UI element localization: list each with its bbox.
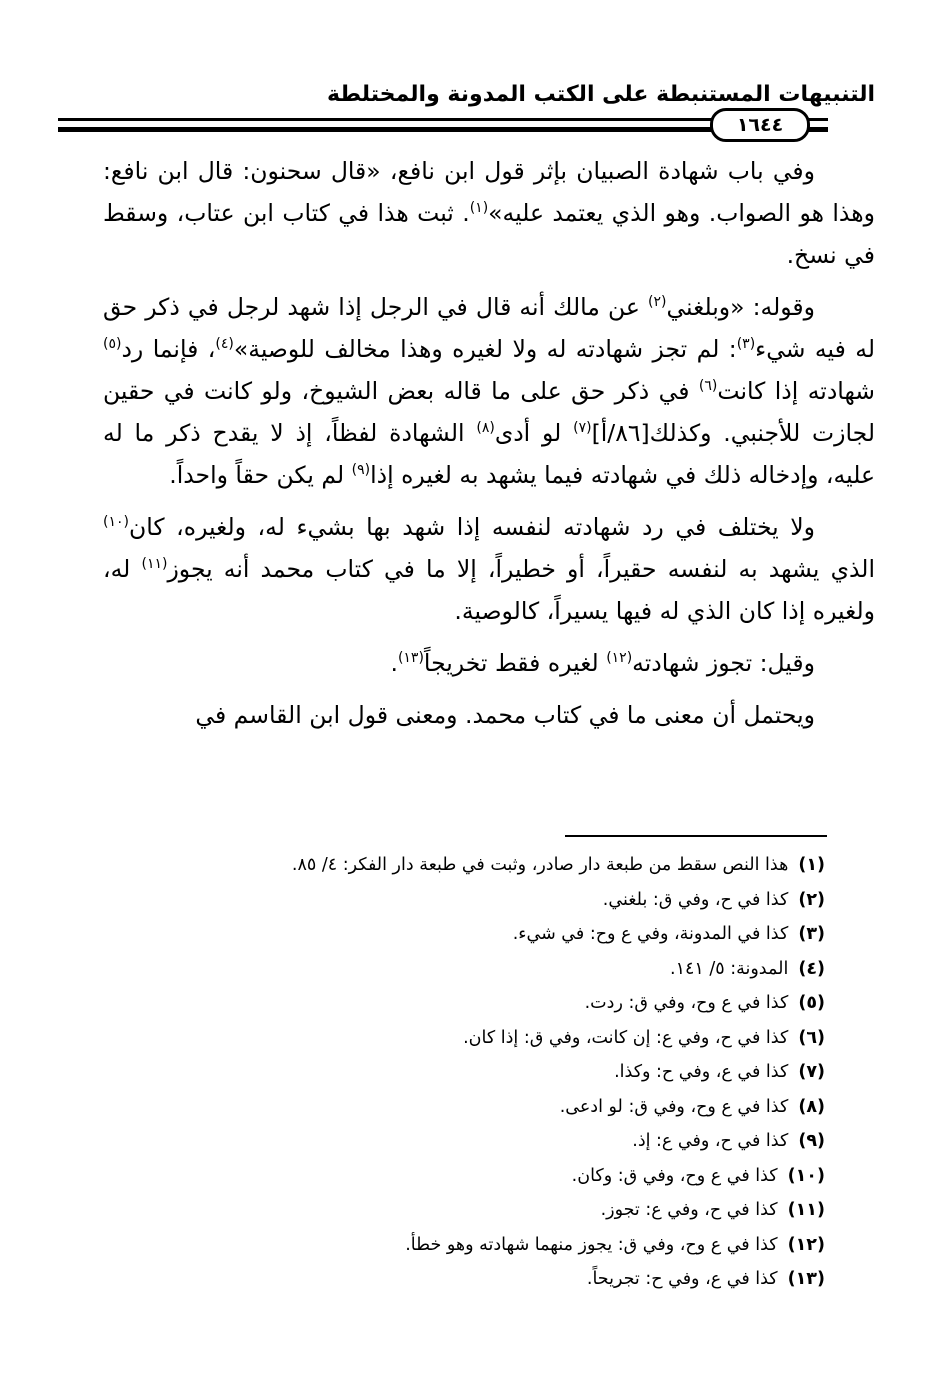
footnote-marker: (٦) xyxy=(698,378,718,395)
footnote-text: كذا في ع وح، وفي ق: وكان. xyxy=(571,1165,778,1186)
footnote-number: (١٠) xyxy=(787,1165,825,1186)
footnote-number: (٣) xyxy=(798,924,825,944)
footnote-text: كذا في المدونة، وفي ع وح: في شيء. xyxy=(512,924,789,944)
text-run: في ذكر حق على ما قاله بعض الشيوخ، ولو كانت في حقين لجازت للأجنبي. وكذلك[٨٦/أ] xyxy=(103,377,875,447)
main-text xyxy=(103,150,875,736)
footnote-marker: (١) xyxy=(469,200,489,217)
footnote-text: كذا في ح، وفي ع: إن كانت، وفي ق: إذا كان. xyxy=(463,1027,789,1048)
text-run: الذي يشهد به لنفسه حقيراً، أو خطيراً، إلا ما في كتاب محمد أنه يجوز xyxy=(167,555,875,583)
running-title: التنبيهات المستنبطة على الكتب المدونة والمختلطة xyxy=(326,82,875,107)
footnotes xyxy=(125,848,825,1297)
footnote-number: (٧) xyxy=(798,1062,825,1082)
footnote-text: كذا في ع، وفي ح: وكذا. xyxy=(614,1062,789,1082)
footnote-marker: (١٢) xyxy=(606,650,633,667)
text-run: له، ولغيره إذا كان الذي له فيها يسيراً، كالوصية. xyxy=(103,555,875,625)
footnote-number: (٥) xyxy=(798,993,825,1013)
paragraph xyxy=(103,694,875,736)
footnote-item xyxy=(125,1090,825,1125)
text-run: ولا يختلف في رد شهادته لنفسه إذا شهد بها بشيء له، ولغيره، كان xyxy=(128,513,815,541)
footnote-text: كذا في ع وح، وفي ق: ردت. xyxy=(584,993,789,1013)
footnote-item xyxy=(125,883,825,918)
footnote-number: (٨) xyxy=(798,1096,825,1117)
footnote-number: (٦) xyxy=(798,1027,825,1048)
footnote-item xyxy=(125,1193,825,1228)
footnote-marker: (١١) xyxy=(141,556,168,573)
footnote-text: كذا في ع وح، وفي ق: لو ادعى. xyxy=(559,1096,789,1117)
paragraph xyxy=(103,286,875,496)
footnote-text: كذا في ح، وفي ع: تجوز. xyxy=(600,1200,778,1220)
footnote-number: (١) xyxy=(798,855,825,875)
footnote-item xyxy=(125,1159,825,1194)
text-run: : لم تجز شهادته له ولا لغيره وهذا مخالف للوصية» xyxy=(233,335,737,363)
text-run: لو أدى xyxy=(494,419,574,447)
paragraph xyxy=(103,150,875,276)
footnote-item xyxy=(125,1021,825,1056)
footnote-text: المدونة: ٥/ ١٤١. xyxy=(669,958,789,979)
text-run: . xyxy=(390,649,398,677)
text-run: . ثبت هذا في كتاب ابن عتاب، وسقط في نسخ. xyxy=(103,199,875,269)
text-run: لغيره فقط تخريجاً xyxy=(423,649,607,677)
footnote-number: (٢) xyxy=(798,889,825,910)
footnote-marker: (٣) xyxy=(736,336,756,353)
footnote-number: (١٣) xyxy=(787,1269,825,1289)
footnote-number: (٩) xyxy=(798,1131,825,1151)
footnote-marker: (٤) xyxy=(215,336,234,353)
footnote-item xyxy=(125,1055,825,1090)
footnote-separator xyxy=(565,835,827,837)
text-run: ، فإنما رد xyxy=(121,335,216,363)
paragraph xyxy=(103,506,875,632)
footnote-item xyxy=(125,986,825,1021)
footnote-item xyxy=(125,848,825,883)
footnote-marker: (٥) xyxy=(103,336,122,353)
text-run: وقيل: تجوز شهادته xyxy=(632,649,815,677)
text-run: الشهادة لفظاً، إذ لا يقدح ذكر ما له عليه، وإدخاله ذلك في شهادته فيما يشهد به لغيره إذا xyxy=(103,419,875,489)
footnote-marker: (٨) xyxy=(476,420,495,437)
footnote-text: كذا في ح، وفي ق: بلغني. xyxy=(602,889,789,910)
footnote-marker: (٩) xyxy=(351,462,371,479)
footnote-marker: (٧) xyxy=(573,420,592,437)
text-run: وفي باب شهادة الصبيان بإثر قول ابن نافع، «قال سحنون: قال ابن نافع: وهذا هو الصواب. وهو الذي يعتمد عليه» xyxy=(103,157,875,227)
footnote-marker: (١٠) xyxy=(103,514,129,531)
text-run: وقوله: «وبلغني xyxy=(666,293,815,321)
footnote-marker: (٢) xyxy=(647,294,667,311)
footnote-number: (٤) xyxy=(798,958,825,979)
footnote-text: هذا النص سقط من طبعة دار صادر، وثبت في طبعة دار الفكر: ٤/ ٨٥. xyxy=(291,855,789,875)
footnote-item xyxy=(125,1124,825,1159)
footnote-number: (١١) xyxy=(787,1200,825,1220)
footnote-text: كذا في ح، وفي ع: إذ. xyxy=(632,1131,789,1151)
text-run: ويحتمل أن معنى ما في كتاب محمد. ومعنى قول ابن القاسم في xyxy=(195,701,815,729)
page-number: ١٦٤٤ xyxy=(710,108,810,142)
footnote-text: كذا في ع، وفي ح: تجريحاً. xyxy=(586,1269,778,1289)
footnote-marker: (١٣) xyxy=(397,650,424,667)
footnote-item xyxy=(125,1262,825,1297)
text-run: شهادته إذا كانت xyxy=(717,377,875,405)
footnote-item xyxy=(125,952,825,987)
paragraph xyxy=(103,642,875,684)
text-run: عن مالك أنه قال في الرجل إذا شهد لرجل في ذكر حق له فيه شيء xyxy=(103,293,876,363)
footnote-text: كذا في ع وح، وفي ق: يجوز منهما شهادته وهو خطأ. xyxy=(405,1234,778,1255)
text-run: لم يكن حقاً واحداً. xyxy=(169,461,352,489)
footnote-number: (١٢) xyxy=(787,1234,825,1255)
footnote-item xyxy=(125,1228,825,1263)
footnote-item xyxy=(125,917,825,952)
